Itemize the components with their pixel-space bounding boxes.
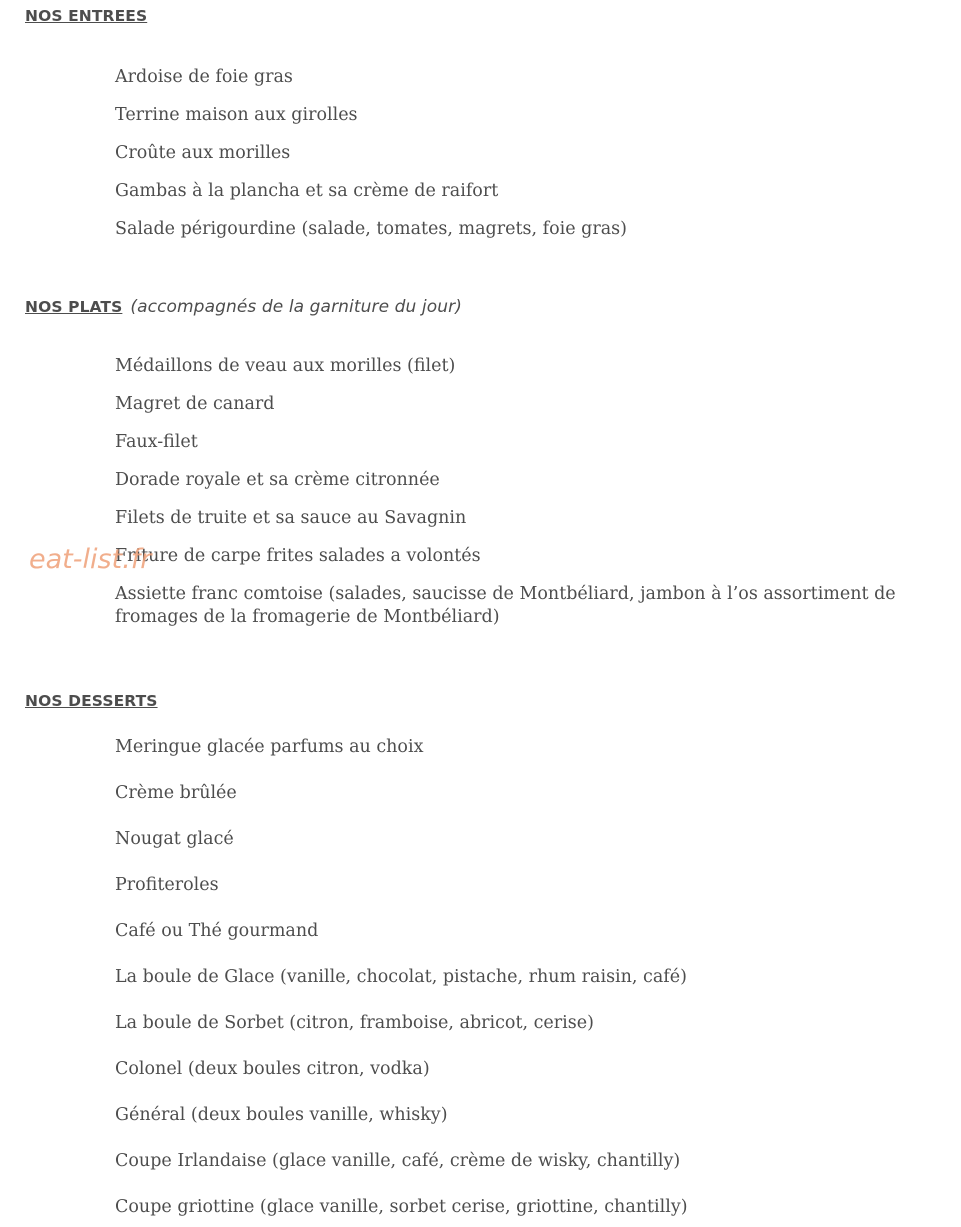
entrees-heading: NOS ENTREES	[25, 7, 148, 25]
desserts-item: Colonel (deux boules citron, vodka)	[115, 1059, 430, 1079]
plats-item: Friture de carpe frites salades a volontés	[115, 546, 481, 566]
entrees-item: Terrine maison aux girolles	[115, 105, 358, 125]
plats-heading: NOS PLATS	[25, 298, 123, 316]
plats-item: Médaillons de veau aux morilles (filet)	[115, 356, 456, 376]
entrees-item: Croûte aux morilles	[115, 143, 291, 163]
entrees-item: Gambas à la plancha et sa crème de raifort	[115, 181, 499, 201]
desserts-item: Coupe griottine (glace vanille, sorbet cerise, griottine, chantilly)	[115, 1197, 688, 1217]
watermark-text: eat-list.fr	[29, 544, 152, 575]
desserts-item: Café ou Thé gourmand	[115, 921, 319, 941]
plats-item: Magret de canard	[115, 394, 275, 414]
desserts-item: Coupe Irlandaise (glace vanille, café, crème de wisky, chantilly)	[115, 1151, 681, 1171]
desserts-item: La boule de Glace (vanille, chocolat, pistache, rhum raisin, café)	[115, 967, 687, 987]
desserts-item: Meringue glacée parfums au choix	[115, 737, 424, 757]
entrees-item: Ardoise de foie gras	[115, 67, 293, 87]
desserts-heading: NOS DESSERTS	[25, 692, 158, 710]
plats-item: Assiette franc comtoise (salades, saucisse de Montbéliard, jambon à l’os assortiment de fromages de la fromagerie de Montbéliard)	[115, 584, 896, 627]
plats-subtitle: (accompagnés de la garniture du jour)	[130, 297, 462, 317]
plats-item: Filets de truite et sa sauce au Savagnin	[115, 508, 467, 528]
plats-item: Dorade royale et sa crème citronnée	[115, 470, 440, 490]
plats-heading-row	[25, 297, 462, 317]
desserts-item: Crème brûlée	[115, 783, 237, 803]
desserts-item: La boule de Sorbet (citron, framboise, abricot, cerise)	[115, 1013, 594, 1033]
desserts-item: Profiteroles	[115, 875, 219, 895]
desserts-item: Nougat glacé	[115, 829, 234, 849]
desserts-item: Général (deux boules vanille, whisky)	[115, 1105, 448, 1125]
entrees-item: Salade périgourdine (salade, tomates, magrets, foie gras)	[115, 219, 627, 239]
plats-item: Faux-filet	[115, 432, 198, 452]
